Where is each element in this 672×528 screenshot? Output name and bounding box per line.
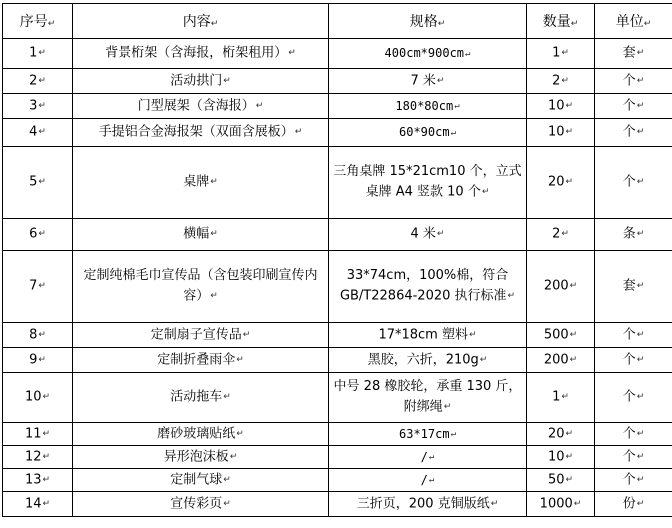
item-unit: 条↵: [595, 219, 672, 251]
item-quantity: 200↵: [527, 348, 595, 373]
table-row: [3, 492, 672, 517]
item-unit: 个↵: [595, 446, 672, 469]
item-spec: 60*90cm↵: [329, 119, 527, 147]
item-unit: 份↵: [595, 492, 672, 517]
table-row: [3, 348, 672, 373]
item-quantity: 20↵: [527, 147, 595, 219]
row-number: 3↵: [3, 94, 73, 119]
item-spec: 7 米↵: [329, 69, 527, 94]
item-spec: 黑胶，六折，210g↵: [329, 348, 527, 373]
row-number: 13↵: [3, 469, 73, 492]
item-unit: 个↵: [595, 119, 672, 147]
item-content: 横幅↵: [73, 219, 329, 251]
item-quantity: 20↵: [527, 423, 595, 446]
item-spec: 33*74cm，100%棉，符合 GB/T22864-2020 执行标准↵: [329, 251, 527, 323]
item-content: 异形泡沫板↵: [73, 446, 329, 469]
table-row: [3, 94, 672, 119]
table-row: [3, 469, 672, 492]
item-quantity: 1↵: [527, 39, 595, 69]
item-unit: 个↵: [595, 373, 672, 423]
item-quantity: 1000↵: [527, 492, 595, 517]
item-unit: 个↵: [595, 323, 672, 348]
item-unit: 个↵: [595, 94, 672, 119]
table-row: [3, 446, 672, 469]
row-number: 11↵: [3, 423, 73, 446]
row-number: 5↵: [3, 147, 73, 219]
item-content: 定制纯棉毛巾宣传品（含包装印刷宣传内容）↵: [73, 251, 329, 323]
item-spec: 4 米↵: [329, 219, 527, 251]
row-number: 9↵: [3, 348, 73, 373]
header-cell: 规格↵: [329, 4, 527, 39]
item-spec: 400cm*900cm↵: [329, 39, 527, 69]
item-spec: 三折页，200 克铜版纸↵: [329, 492, 527, 517]
item-content: 定制扇子宣传品↵: [73, 323, 329, 348]
row-number: 12↵: [3, 446, 73, 469]
item-quantity: 2↵: [527, 69, 595, 94]
item-spec: 180*80cm↵: [329, 94, 527, 119]
items-table: [2, 3, 672, 517]
header-cell: 内容↵: [73, 4, 329, 39]
item-content: 定制气球↵: [73, 469, 329, 492]
table-row: [3, 219, 672, 251]
item-quantity: 2↵: [527, 219, 595, 251]
item-quantity: 10↵: [527, 119, 595, 147]
item-content: 门型展架（含海报）↵: [73, 94, 329, 119]
item-quantity: 200↵: [527, 251, 595, 323]
item-quantity: 1↵: [527, 373, 595, 423]
item-content: 活动拖车↵: [73, 373, 329, 423]
table-row: [3, 119, 672, 147]
item-content: 活动拱门↵: [73, 69, 329, 94]
table-row: [3, 423, 672, 446]
header-cell: 单位↵: [595, 4, 672, 39]
header-cell: 数量↵: [527, 4, 595, 39]
item-content: 背景桁架（含海报，桁架租用）↵: [73, 39, 329, 69]
table-row: [3, 39, 672, 69]
header-cell: 序号↵: [3, 4, 73, 39]
item-unit: 个↵: [595, 348, 672, 373]
item-spec: /↵: [329, 469, 527, 492]
item-quantity: 500↵: [527, 323, 595, 348]
item-spec: /↵: [329, 446, 527, 469]
item-content: 定制折叠雨伞↵: [73, 348, 329, 373]
row-number: 1↵: [3, 39, 73, 69]
row-number: 2↵: [3, 69, 73, 94]
table-row: [3, 251, 672, 323]
item-unit: 个↵: [595, 147, 672, 219]
item-content: 桌牌↵: [73, 147, 329, 219]
item-quantity: 10↵: [527, 446, 595, 469]
item-content: 磨砂玻璃贴纸↵: [73, 423, 329, 446]
item-unit: 个↵: [595, 469, 672, 492]
table-row: [3, 323, 672, 348]
item-quantity: 10↵: [527, 94, 595, 119]
item-spec: 三角桌牌 15*21cm10 个，立式桌牌 A4 竖款 10 个↵: [329, 147, 527, 219]
item-spec: 中号 28 橡胶轮，承重 130 斤，附绑绳↵: [329, 373, 527, 423]
table-row: [3, 373, 672, 423]
item-quantity: 50↵: [527, 469, 595, 492]
table-row: [3, 69, 672, 94]
row-number: 8↵: [3, 323, 73, 348]
item-content: 宣传彩页↵: [73, 492, 329, 517]
row-number: 10↵: [3, 373, 73, 423]
row-number: 6↵: [3, 219, 73, 251]
item-spec: 63*17cm↵: [329, 423, 527, 446]
item-content: 手提铝合金海报架（双面含展板）↵: [73, 119, 329, 147]
item-spec: 17*18cm 塑料↵: [329, 323, 527, 348]
row-number: 7↵: [3, 251, 73, 323]
item-unit: 套↵: [595, 39, 672, 69]
row-number: 14↵: [3, 492, 73, 517]
item-unit: 个↵: [595, 69, 672, 94]
item-unit: 个↵: [595, 423, 672, 446]
table-row: [3, 147, 672, 219]
row-number: 4↵: [3, 119, 73, 147]
header-row: [3, 4, 672, 39]
document-page: [2, 3, 672, 517]
item-unit: 套↵: [595, 251, 672, 323]
